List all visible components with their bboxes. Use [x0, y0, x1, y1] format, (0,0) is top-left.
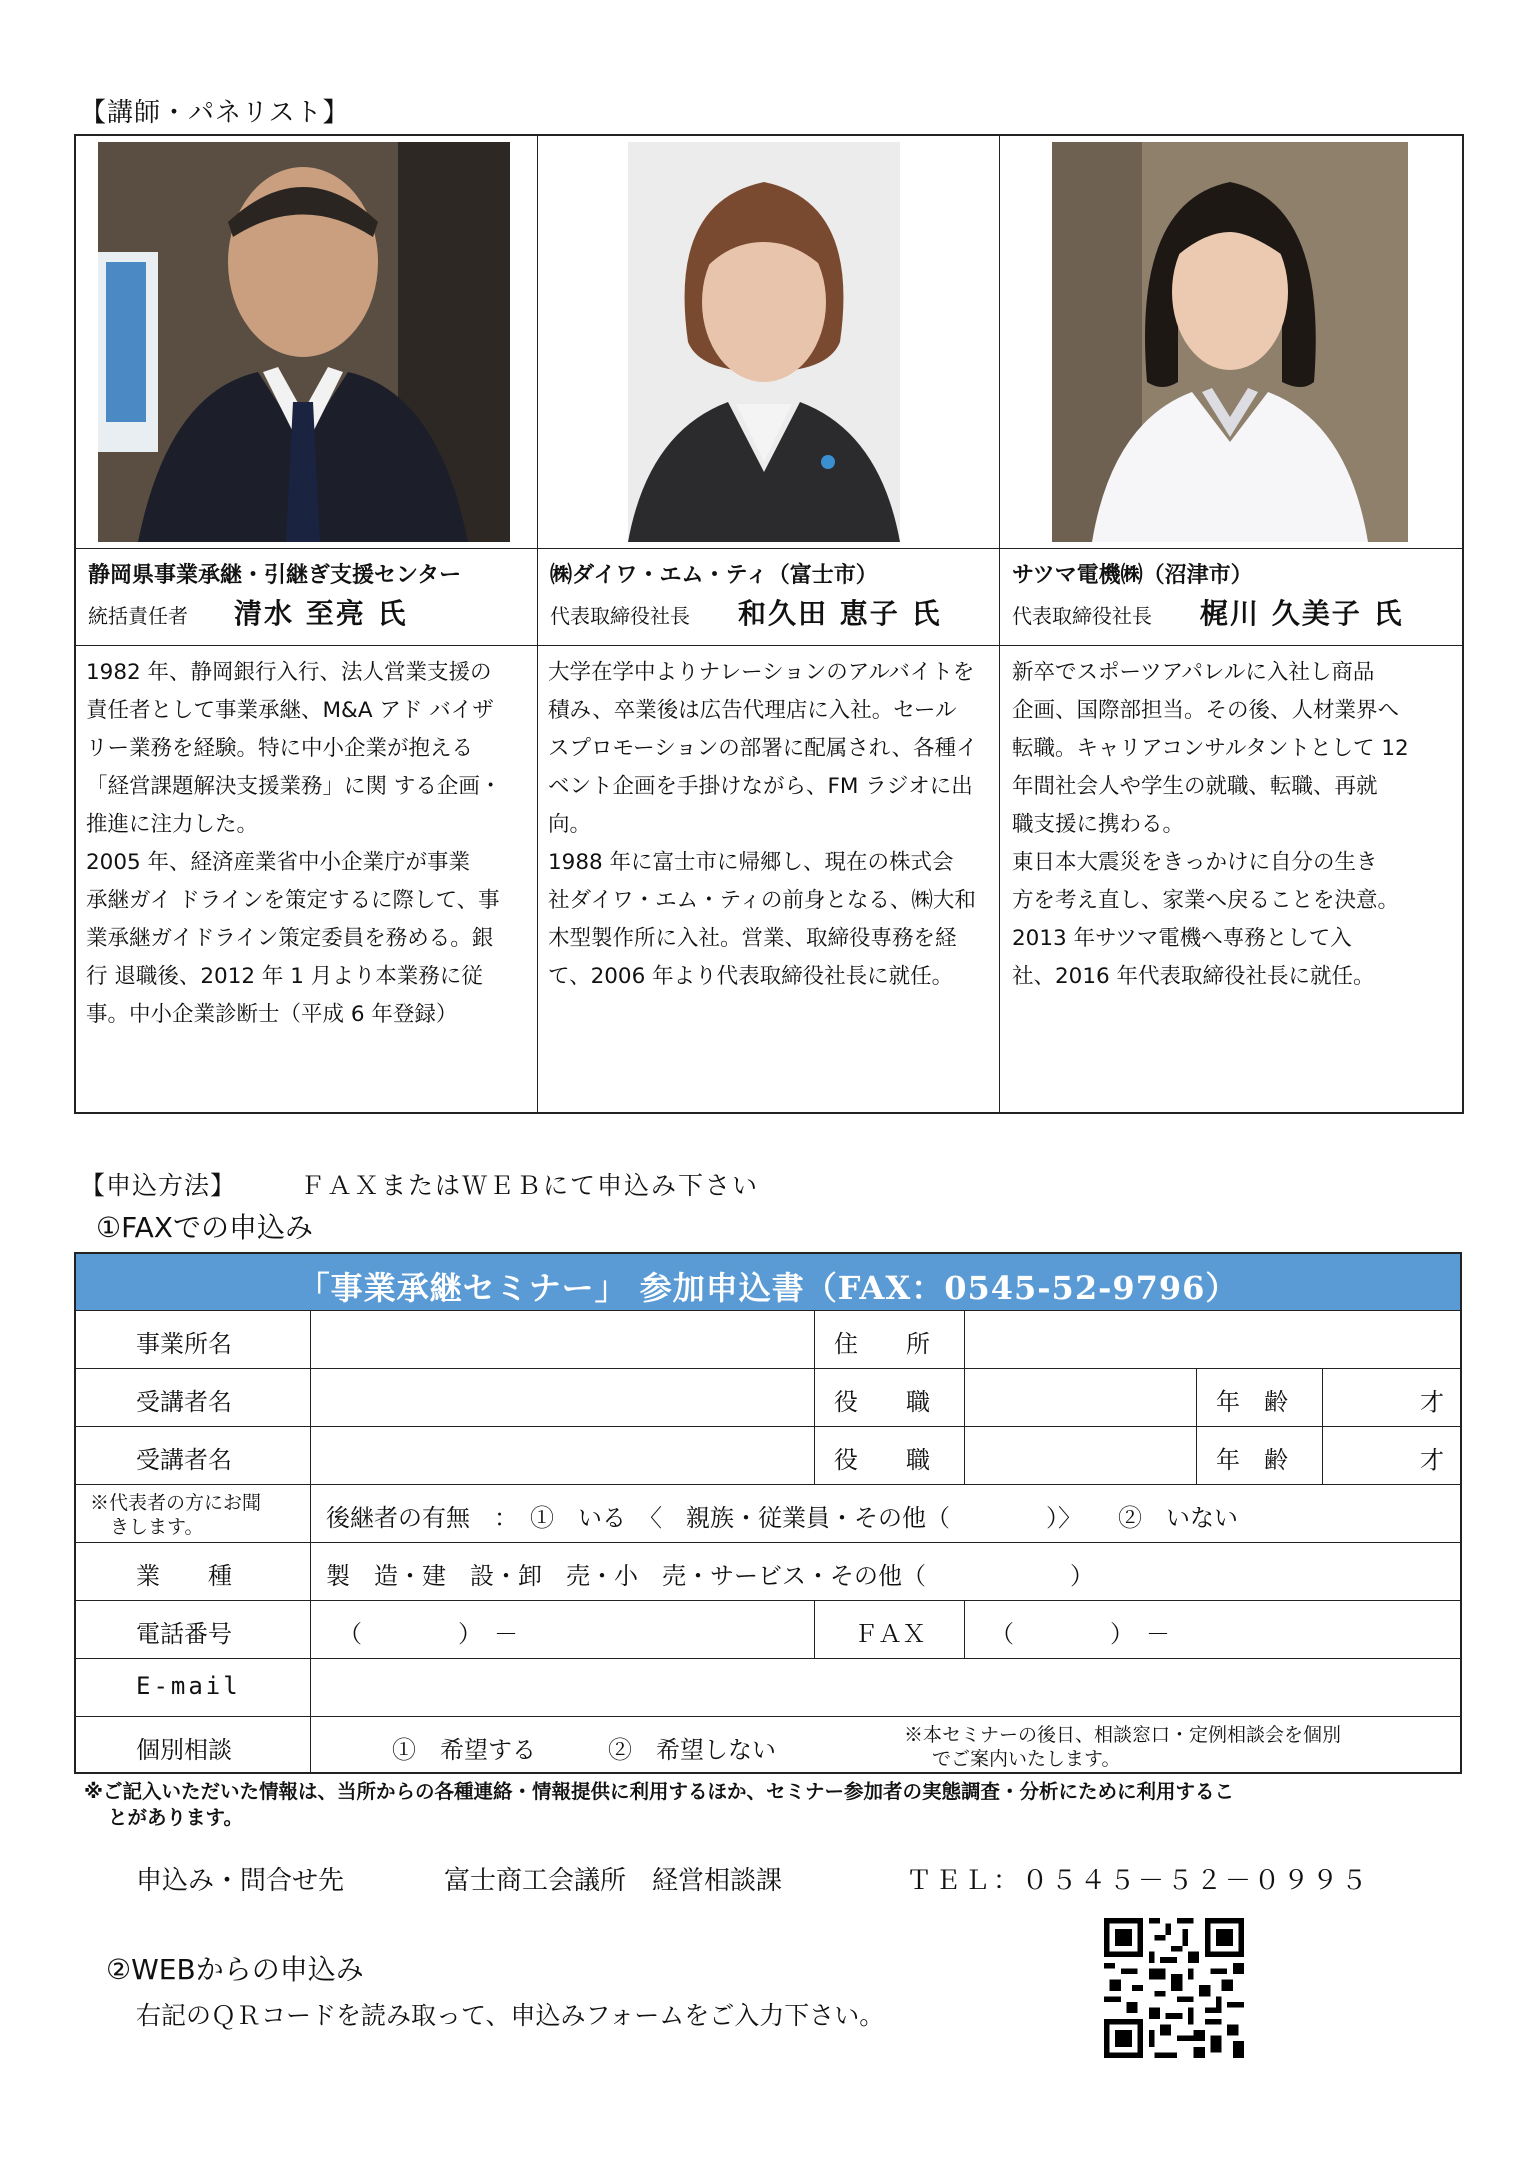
- fax-field[interactable]: （ ） －: [990, 1620, 1170, 1648]
- consult-note: でご案内いたします。: [932, 1748, 1121, 1770]
- panelist-photo-1: [98, 142, 510, 542]
- bio-line: 年間社会人や学生の就職、転職、再就: [1012, 774, 1378, 799]
- age-unit: 才: [1420, 1446, 1444, 1474]
- privacy-note: ※ご記入いただいた情報は、当所からの各種連絡・情報提供に利用するほか、セミナー参加者の実態調査・分析にために利用するこ: [84, 1780, 1234, 1803]
- industry-label: 業 種: [136, 1562, 232, 1590]
- form-row-line: [76, 1368, 1460, 1369]
- trainee-name-field[interactable]: [312, 1428, 812, 1482]
- phone-field[interactable]: （ ） －: [338, 1620, 518, 1648]
- privacy-note: とがあります。: [108, 1806, 243, 1829]
- panelist-card-2: [538, 136, 999, 1112]
- panelist-name-2: 和久田 恵子 氏: [738, 597, 942, 630]
- panelist-affiliation-3: サツマ電機㈱（沼津市）: [1012, 563, 1253, 588]
- web-instruction: 右記のＱＲコードを読み取って、申込みフォームをご入力下さい。: [136, 2001, 885, 2030]
- form-header: [76, 1254, 1460, 1311]
- bio-line: 「経営課題解決支援業務」に関 する企画・: [86, 774, 502, 799]
- bio-line: 向。: [548, 812, 592, 837]
- bio-line: 方を考え直し、家業へ戻ることを決意。: [1012, 888, 1400, 913]
- bio-line: 新卒でスポーツアパレルに入社し商品: [1012, 660, 1375, 685]
- fax-label: ＦＡＸ: [854, 1620, 926, 1648]
- bio-line: 2005 年、経済産業省中小企業庁が事業: [86, 850, 471, 875]
- portrait-woman-jacket-icon: [628, 142, 900, 542]
- panelist-affiliation-1: 静岡県事業承継・引継ぎ支援センター: [88, 563, 462, 588]
- form-row-line: [76, 1600, 1460, 1601]
- successor-options[interactable]: 後継者の有無 ： ① いる 〈 親族・従業員・その他（ ）〉 ② いない: [326, 1504, 1238, 1532]
- bio-line: 企画、国際部担当。その後、人材業界へ: [1012, 698, 1400, 723]
- qr-code-icon: [1104, 1918, 1244, 2058]
- panelist-bio-2: [548, 654, 978, 996]
- bio-line: て、2006 年より代表取締役社長に就任。: [548, 964, 954, 989]
- office-name-field[interactable]: [312, 1312, 812, 1366]
- bio-line: 業承継ガイドライン策定委員を務める。銀: [86, 926, 494, 951]
- bio-line: 1988 年に富士市に帰郷し、現在の株式会: [548, 850, 954, 875]
- form-divider: [964, 1600, 965, 1658]
- trainee-name-field[interactable]: [312, 1370, 812, 1424]
- form-header-title: 「事業承継セミナー」 参加申込書（FAX：0545-52-9796）: [297, 1269, 1239, 1307]
- bio-line: 転職。キャリアコンサルタントとして 12: [1012, 736, 1409, 761]
- bio-line: 行 退職後、2012 年 1 月より本業務に従: [86, 964, 483, 989]
- panelist-bio-1: [86, 654, 501, 1034]
- office-name-label: 事業所名: [136, 1330, 232, 1358]
- qr-code[interactable]: [1104, 1918, 1244, 2058]
- panelist-name-3: 梶川 久美子 氏: [1200, 597, 1404, 630]
- position-field[interactable]: [966, 1370, 1194, 1424]
- bio-line: 木型製作所に入社。営業、取締役専務を経: [548, 926, 957, 951]
- rep-note: きします。: [110, 1516, 204, 1538]
- age-unit: 才: [1420, 1388, 1444, 1416]
- trainee-name-label: 受講者名: [136, 1446, 232, 1474]
- panelist-card-1: [76, 136, 537, 1112]
- portrait-man-suit-icon: [98, 142, 510, 542]
- form-row-line: [76, 1658, 1460, 1659]
- bio-line: 大学在学中よりナレーションのアルバイトを: [548, 660, 975, 685]
- bio-line: 2013 年サツマ電機へ専務として入: [1012, 926, 1352, 951]
- email-field[interactable]: [312, 1660, 1456, 1714]
- contact-label: 申込み・問合せ先: [136, 1866, 345, 1896]
- panelist-affiliation-2: ㈱ダイワ・エム・ティ（富士市）: [550, 563, 878, 588]
- panelist-name-1: 清水 至亮 氏: [234, 597, 408, 630]
- age-label: 年 齢: [1216, 1388, 1288, 1416]
- web-heading: ②WEBからの申込み: [106, 1953, 364, 1986]
- portrait-woman-white-shirt-icon: [1052, 142, 1408, 542]
- trainee-name-label: 受講者名: [136, 1388, 232, 1416]
- bio-line: 社、2016 年代表取締役社長に就任。: [1012, 964, 1375, 989]
- bio-line: ベント企画を手掛けながら、FM ラジオに出: [548, 774, 973, 799]
- fax-application-form: [74, 1252, 1462, 1774]
- contact-tel: ＴＥＬ：０５４５－５２－０９９５: [906, 1866, 1371, 1896]
- bio-line: 推進に注力した。: [86, 812, 259, 837]
- bio-line: 責任者として事業承継、M&A アド バイザ: [86, 698, 494, 723]
- panelist-table: [74, 134, 1464, 1114]
- consult-label: 個別相談: [136, 1736, 232, 1764]
- industry-options[interactable]: 製 造・建 設・卸 売・小 売・サービス・その他（ ）: [326, 1562, 1094, 1590]
- bio-line: リー業務を経験。特に中小企業が抱える: [86, 736, 474, 761]
- bio-line: スプロモーションの部署に配属され、各種イ: [548, 736, 978, 761]
- fax-heading: ①FAXでの申込み: [96, 1211, 313, 1244]
- email-label: E-mail: [136, 1672, 241, 1700]
- form-divider: [964, 1310, 965, 1368]
- panelist-role-3: 代表取締役社長: [1012, 604, 1152, 628]
- bio-line: 承継ガイ ドラインを策定するに際して、事: [86, 888, 500, 913]
- form-row-line: [76, 1426, 1460, 1427]
- consult-note: ※本セミナーの後日、相談窓口・定例相談会を個別: [904, 1724, 1342, 1746]
- form-row-line: [76, 1542, 1460, 1543]
- position-label: 役 職: [834, 1446, 930, 1474]
- contact-org: 富士商工会議所 経営相談課: [444, 1866, 783, 1896]
- form-row-line: [76, 1716, 1460, 1717]
- bio-line: 1982 年、静岡銀行入行、法人営業支援の: [86, 660, 492, 685]
- bio-line: 積み、卒業後は広告代理店に入社。セール: [548, 698, 957, 723]
- address-label: 住 所: [834, 1330, 930, 1358]
- panelist-bio-3: [1012, 654, 1409, 996]
- form-divider: [814, 1600, 815, 1658]
- consult-options[interactable]: ① 希望する ② 希望しない: [392, 1736, 776, 1764]
- position-field[interactable]: [966, 1428, 1194, 1482]
- panelist-photo-3: [1052, 142, 1408, 542]
- phone-label: 電話番号: [136, 1620, 232, 1648]
- panelist-card-3: [1000, 136, 1462, 1112]
- form-divider: [814, 1310, 815, 1368]
- age-label: 年 齢: [1216, 1446, 1288, 1474]
- apply-section-title: 【申込方法】: [80, 1171, 237, 1200]
- bio-line: 職支援に携わる。: [1012, 812, 1185, 837]
- bio-line: 事。中小企業診断士（平成 6 年登録）: [86, 1002, 458, 1027]
- panelist-section-title: 【講師・パネリスト】: [80, 98, 350, 128]
- bio-line: 東日本大震災をきっかけに自分の生き: [1012, 850, 1378, 875]
- panelist-photo-2: [628, 142, 900, 542]
- address-field[interactable]: [966, 1312, 1456, 1366]
- form-divider: [310, 1716, 311, 1772]
- position-label: 役 職: [834, 1388, 930, 1416]
- panelist-role-1: 統括責任者: [88, 604, 188, 628]
- apply-subtitle: ＦＡＸまたはＷＥＢにて申込み下さい: [300, 1171, 760, 1200]
- bio-line: 社ダイワ・エム・ティの前身となる、㈱大和: [548, 888, 976, 913]
- panelist-role-2: 代表取締役社長: [550, 604, 690, 628]
- rep-note: ※代表者の方にお聞: [90, 1492, 262, 1514]
- form-row-line: [76, 1484, 1460, 1485]
